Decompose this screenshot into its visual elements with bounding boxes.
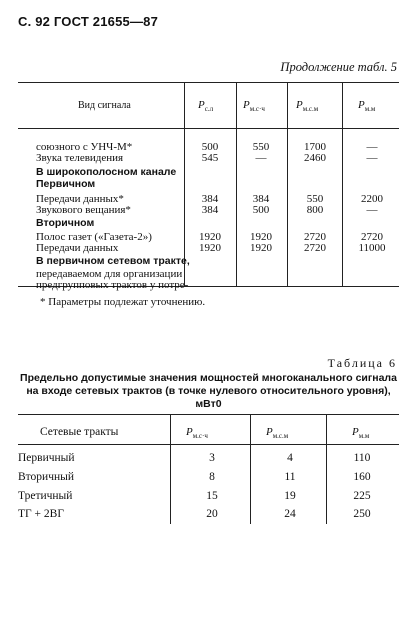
table6-caption-line: на входе сетевых трактов (в точке нулевого относительного уровня), bbox=[26, 385, 391, 397]
table5-symbol-mm: $P_{м.м}$ bbox=[358, 99, 376, 114]
table5-symbol-msm: $P_{м.с.м}$ bbox=[296, 99, 319, 114]
table6-header-rule bbox=[18, 444, 399, 445]
table5-row-label: Передачи данных* bbox=[36, 193, 124, 205]
table5-cell: 384 bbox=[201, 193, 219, 205]
table6-cell: 160 bbox=[353, 471, 371, 483]
table5-symbol-sl: $P_{с.л}$ bbox=[198, 99, 214, 114]
table5-cell: 1700 bbox=[304, 141, 326, 153]
table6-col-header: Сетевые тракты bbox=[40, 426, 119, 438]
table5-cell: 1920 bbox=[199, 231, 221, 243]
table6-caption-line: мВт0 bbox=[195, 398, 222, 410]
table5-continuation-title: Продолжение табл. 5 bbox=[280, 60, 397, 74]
table5-section-label: В широкополосном канале bbox=[36, 166, 177, 178]
table5-row-label: Звука телевидения bbox=[36, 152, 124, 164]
table5-row-label: Полос газет («Газета-2») bbox=[36, 231, 152, 243]
table5-row-label: Передачи данных bbox=[36, 242, 119, 254]
table5-col-divider bbox=[342, 82, 343, 286]
table5-cell: 550 bbox=[306, 193, 324, 205]
table5-cell: 2200 bbox=[361, 193, 383, 205]
table5-cell: 1920 bbox=[250, 242, 272, 254]
table5-col-divider bbox=[236, 82, 237, 286]
table5-footnote: * Параметры подлежат уточнению. bbox=[40, 296, 206, 308]
table5-cell: 384 bbox=[201, 204, 219, 216]
table5-col-divider bbox=[287, 82, 288, 286]
table5-cell: — bbox=[255, 152, 267, 164]
table5-section-label: В первичном сетевом тракте, bbox=[36, 255, 190, 267]
table6-caption-line: Предельно допустимые значения мощностей многоканального сигнала bbox=[20, 372, 397, 384]
table6-row-label: ТГ + 2ВГ bbox=[18, 508, 64, 520]
table6-top-rule bbox=[18, 414, 399, 415]
table5-symbol-msch: $P_{м.с\cdot ч}$ bbox=[243, 99, 265, 114]
table6-row-label: Вторичный bbox=[18, 471, 75, 483]
table5-cell: 500 bbox=[252, 204, 270, 216]
table6-cell: 11 bbox=[284, 471, 296, 483]
table5-cell: 2720 bbox=[304, 242, 326, 254]
table6-col-divider bbox=[326, 414, 327, 524]
table6-caption bbox=[18, 372, 399, 411]
table6-cell: 3 bbox=[209, 452, 215, 464]
table5-cell: — bbox=[366, 141, 378, 153]
table5-row-label: предгрупповых трактов у потре- bbox=[36, 279, 189, 291]
table5-cell: 800 bbox=[306, 204, 324, 216]
table5-cell: 2460 bbox=[304, 152, 326, 164]
table6-row-label: Первичный bbox=[18, 452, 75, 464]
table6-cell: 110 bbox=[353, 452, 371, 464]
table5-cell: — bbox=[366, 204, 378, 216]
page-header: С. 92 ГОСТ 21655—87 bbox=[18, 14, 159, 29]
table6-cell: 24 bbox=[284, 508, 296, 520]
table5-cell: 545 bbox=[201, 152, 219, 164]
table6-symbol-msm: $P_{м.с.м}$ bbox=[266, 426, 289, 441]
table6-label: Таблица 6 bbox=[327, 356, 397, 370]
table6-cell: 250 bbox=[353, 508, 371, 520]
table6-cell: 225 bbox=[353, 490, 371, 502]
table5-row-label: передаваемом для организации bbox=[36, 268, 183, 280]
table5-cell: — bbox=[366, 152, 378, 164]
table6-cell: 19 bbox=[284, 490, 296, 502]
table6-cell: 15 bbox=[206, 490, 218, 502]
table5-cell: 1920 bbox=[250, 231, 272, 243]
table5-cell: 500 bbox=[201, 141, 219, 153]
table6-col-divider bbox=[170, 414, 171, 524]
table6-col-divider bbox=[250, 414, 251, 524]
table5-row-label: союзного с УНЧ-М* bbox=[36, 141, 133, 153]
table6-cell: 20 bbox=[206, 508, 218, 520]
table5-cell: 384 bbox=[252, 193, 270, 205]
table6-cell: 8 bbox=[209, 471, 215, 483]
table6-symbol-mm: $P_{м.м}$ bbox=[352, 426, 370, 441]
table6-symbol-msch: $P_{м.с\cdot ч}$ bbox=[186, 426, 208, 441]
table5-cell: 550 bbox=[252, 141, 270, 153]
table5-section-label: Вторичном bbox=[36, 217, 95, 229]
table5-cell: 11000 bbox=[358, 242, 386, 254]
table5-section-label: Первичном bbox=[36, 178, 96, 190]
table6-row-label: Третичный bbox=[18, 490, 73, 502]
table5-cell: 2720 bbox=[304, 231, 326, 243]
table6-cell: 4 bbox=[287, 452, 293, 464]
table5-cell: 1920 bbox=[199, 242, 221, 254]
table5-row-label: Звукового вещания* bbox=[36, 204, 131, 216]
table5-cell: 2720 bbox=[361, 231, 383, 243]
table5-col-header: Вид сигнала bbox=[78, 100, 131, 111]
